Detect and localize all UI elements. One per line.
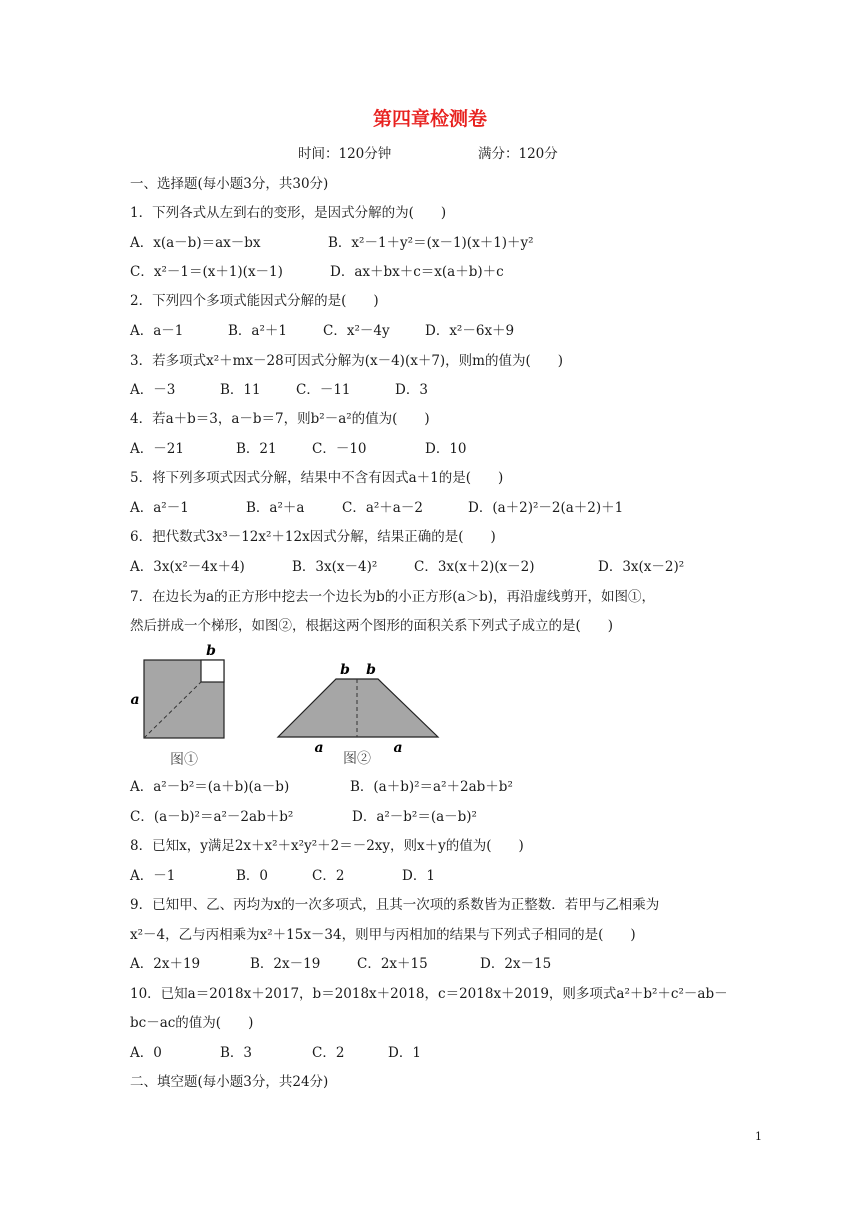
question-7-stem-line-2: 然后拼成一个梯形，如图②，根据这两个图形的面积关系下列式子成立的是( ) [130,618,614,634]
question-9-option-c: C．2x＋15 [357,956,428,972]
fig2-caption: 图② [343,751,371,767]
question-5-stem: 5．将下列多项式因式分解，结果中不含有因式a＋1的是( ) [130,470,504,486]
question-6-option-b: B．3x(x－4)² [292,559,378,575]
question-9-option-d: D．2x－15 [480,956,552,972]
question-9-stem-line-2: x²－4，乙与丙相乘为x²＋15x－34，则甲与丙相加的结果与下列式子相同的是( ) [130,927,636,943]
question-6-option-d: D．3x(x－2)² [598,559,685,575]
question-9-stem-line-1: 9．已知甲、乙、丙均为x的一次多项式，且其一次项的系数皆为正整数．若甲与乙相乘为 [130,897,660,913]
question-2-option-a: A．a－1 [130,323,184,339]
question-1-option-a: A．x(a－b)＝ax－bx [130,235,261,251]
question-7-option-a: A．a²－b²＝(a＋b)(a－b) [130,779,290,795]
question-2-option-b: B．a²＋1 [228,323,287,339]
question-8-option-b: B．0 [236,868,269,884]
page-number-row [0,1130,860,1143]
question-3-option-d: D．3 [395,382,428,398]
question-4-stem: 4．若a＋b＝3，a－b＝7，则b²－a²的值为( ) [130,411,430,427]
question-4-option-d: D．10 [425,441,467,457]
question-1-option-c: C．x²－1＝(x＋1)(x－1) [130,264,283,280]
question-3-option-c: C．－11 [296,382,351,398]
question-5-option-a: A．a²－1 [130,500,189,516]
question-10-stem-line-1: 10．已知a＝2018x＋2017，b＝2018x＋2018，c＝2018x＋2019，则多项式a²＋b²＋c²－ab－ [130,986,728,1002]
question-2-option-c: C．x²－4y [323,323,390,339]
question-7-option-c: C．(a－b)²＝a²－2ab＋b² [130,809,294,825]
question-8-option-d: D．1 [402,868,435,884]
fig2-label-b-left: b [340,662,350,678]
question-10-option-d: D．1 [388,1045,421,1061]
page-title: 第四章检测卷 [372,108,487,130]
time-limit: 时间：120分钟 [298,146,392,162]
trapezoid-shape [278,679,438,737]
question-1-stem: 1．下列各式从左到右的变形，是因式分解的为( ) [130,205,447,221]
question-2-option-d: D．x²－6x＋9 [425,323,515,339]
small-square-cutout [201,660,224,682]
question-4-option-c: C．－10 [312,441,367,457]
fig2-label-a-left: a [314,740,324,756]
question-6-stem: 6．把代数式3x³－12x²＋12x因式分解，结果正确的是( ) [130,529,496,545]
figure-2-trapezoid [272,655,447,770]
section-heading-choice: 一、选择题(每小题3分，共30分) [130,176,329,192]
fig1-label-a: a [130,692,140,708]
question-1-option-b: B．x²－1＋y²＝(x－1)(x＋1)＋y² [328,235,534,251]
question-8-stem: 8．已知x，y满足2x＋x²＋x²y²＋2＝－2xy，则x＋y的值为( ) [130,838,524,854]
question-2-stem: 2．下列四个多项式能因式分解的是( ) [130,293,379,309]
fig1-label-b: b [206,643,216,659]
full-score: 满分：120分 [478,146,558,162]
question-5-option-c: C．a²＋a－2 [342,500,423,516]
figure-1-square [126,640,236,770]
question-9-option-a: A．2x＋19 [130,956,201,972]
question-7-option-b: B．(a＋b)²＝a²＋2ab＋b² [350,779,513,795]
section-heading-fill-in: 二、填空题(每小题3分，共24分) [130,1074,329,1090]
question-6-option-a: A．3x(x²－4x＋4) [130,559,245,575]
question-4-option-a: A．－21 [130,441,184,457]
question-4-option-b: B．21 [236,441,277,457]
question-10-option-b: B．3 [220,1045,253,1061]
question-5-option-b: B．a²＋a [246,500,305,516]
page-number: 1 [755,1130,762,1143]
question-7-stem-line-1: 7．在边长为a的正方形中挖去一个边长为b的小正方形(a＞b)，再沿虚线剪开，如图①， [130,589,656,605]
question-7-option-d: D．a²－b²＝(a－b)² [352,809,477,825]
question-3-option-b: B．11 [220,382,261,398]
question-8-option-a: A．－1 [130,868,176,884]
fig2-label-b-right: b [366,662,376,678]
question-10-option-c: C．2 [312,1045,345,1061]
question-3-stem: 3．若多项式x²＋mx－28可因式分解为(x－4)(x＋7)，则m的值为( ) [130,353,564,369]
question-10-option-a: A．0 [130,1045,162,1061]
question-10-stem-line-2: bc－ac的值为( ) [130,1015,254,1031]
question-8-option-c: C．2 [312,868,345,884]
question-1-option-d: D．ax＋bx＋c＝x(a＋b)＋c [330,264,504,280]
question-5-option-d: D．(a＋2)²－2(a＋2)＋1 [468,500,624,516]
question-9-option-b: B．2x－19 [250,956,321,972]
question-3-option-a: A．－3 [130,382,176,398]
fig2-label-a-right: a [393,740,403,756]
question-6-option-c: C．3x(x＋2)(x－2) [414,559,535,575]
fig1-caption: 图① [170,752,198,768]
